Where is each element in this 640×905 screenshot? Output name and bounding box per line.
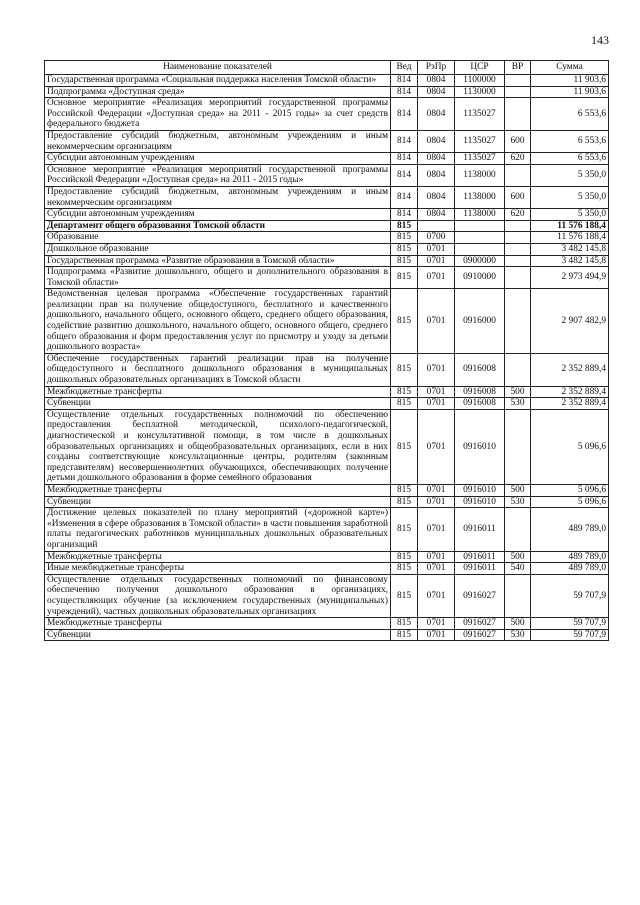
cell-vr: 620 — [505, 153, 531, 165]
cell-name: Субвенции — [45, 496, 391, 508]
cell-sum: 5 096,6 — [531, 409, 609, 484]
cell-vr — [505, 98, 531, 131]
cell-rzpr: 0701 — [418, 618, 455, 630]
cell-ved: 815 — [391, 563, 418, 575]
cell-name: Образование — [45, 232, 391, 244]
cell-rzpr: 0701 — [418, 243, 455, 255]
cell-name: Осуществление отдельных государственных полномочий по обеспечению предоставления бесплатной методической, психолого-педагогической, диагностической и консультативной помощи, в том числе в дошкольных образовательных организациях и общеобразовательных организациях, если в них созданы соответствующие консультационные центры, родителям (законным представителям) несовершеннолетних обучающихся, обеспечивающих получение детьми дошкольного образования в форме семейного образования — [45, 409, 391, 484]
header-sum: Сумма — [531, 61, 609, 75]
cell-ved: 815 — [391, 398, 418, 410]
cell-csr: 0916011 — [455, 508, 505, 551]
table-row — [45, 75, 609, 87]
page-number: 143 — [591, 33, 609, 47]
cell-vr: 540 — [505, 563, 531, 575]
cell-vr: 620 — [505, 209, 531, 221]
cell-vr: 500 — [505, 551, 531, 563]
cell-rzpr: 0804 — [418, 164, 455, 186]
cell-rzpr: 0701 — [418, 629, 455, 641]
cell-rzpr: 0700 — [418, 232, 455, 244]
cell-vr: 530 — [505, 398, 531, 410]
cell-sum: 5 096,6 — [531, 484, 609, 496]
cell-rzpr: 0701 — [418, 398, 455, 410]
cell-csr — [455, 243, 505, 255]
table-row — [45, 289, 609, 354]
cell-sum: 6 553,6 — [531, 98, 609, 131]
cell-sum: 489 789,0 — [531, 551, 609, 563]
cell-ved: 815 — [391, 353, 418, 386]
table-row — [45, 209, 609, 221]
cell-sum: 6 553,6 — [531, 153, 609, 165]
table-row — [45, 618, 609, 630]
table-row — [45, 551, 609, 563]
cell-vr — [505, 409, 531, 484]
cell-name: Межбюджетные трансферты — [45, 551, 391, 563]
cell-sum: 11 903,6 — [531, 75, 609, 87]
cell-rzpr — [418, 220, 455, 232]
cell-csr: 0916027 — [455, 629, 505, 641]
cell-vr — [505, 220, 531, 232]
cell-rzpr: 0701 — [418, 386, 455, 398]
cell-rzpr: 0701 — [418, 563, 455, 575]
table-row — [45, 220, 609, 232]
cell-ved: 815 — [391, 618, 418, 630]
cell-sum: 489 789,0 — [531, 563, 609, 575]
cell-csr: 1135027 — [455, 153, 505, 165]
cell-vr — [505, 353, 531, 386]
cell-name: Осуществление отдельных государственных полномочий по финансовому обеспечению получения дошкольного образования в организациях, осуществляющих обучение (за исключением государственных (муниципальных) учреждений), частных дошкольных образовательных организациях — [45, 574, 391, 617]
cell-name: Государственная программа «Развитие образования в Томской области» — [45, 255, 391, 267]
cell-rzpr: 0701 — [418, 353, 455, 386]
table-row — [45, 409, 609, 484]
cell-ved: 814 — [391, 86, 418, 98]
cell-csr: 1138000 — [455, 164, 505, 186]
cell-name: Межбюджетные трансферты — [45, 484, 391, 496]
cell-ved: 815 — [391, 574, 418, 617]
table-row — [45, 255, 609, 267]
cell-csr: 0910000 — [455, 267, 505, 289]
table-row — [45, 164, 609, 186]
cell-sum: 11 576 188,4 — [531, 220, 609, 232]
cell-ved: 814 — [391, 209, 418, 221]
cell-rzpr: 0804 — [418, 186, 455, 208]
cell-sum: 59 707,9 — [531, 629, 609, 641]
table-row — [45, 563, 609, 575]
cell-name: Подпрограмма «Развитие дошкольного, общего и дополнительного образования в Томской области» — [45, 267, 391, 289]
cell-csr: 1135027 — [455, 98, 505, 131]
cell-csr: 0916010 — [455, 484, 505, 496]
cell-vr — [505, 86, 531, 98]
cell-vr — [505, 289, 531, 354]
cell-name: Достижение целевых показателей по плану мероприятий («дорожной карте») «Изменения в сфере образования в Томской области» в части повышения заработной платы педагогических работников муниципальных дошкольных образовательных организаций — [45, 508, 391, 551]
cell-rzpr: 0701 — [418, 551, 455, 563]
cell-vr — [505, 574, 531, 617]
cell-rzpr: 0701 — [418, 255, 455, 267]
table-header-row — [45, 61, 609, 75]
cell-csr: 1130000 — [455, 86, 505, 98]
cell-csr: 0916000 — [455, 289, 505, 354]
cell-rzpr: 0804 — [418, 153, 455, 165]
cell-sum: 2 973 494,9 — [531, 267, 609, 289]
cell-vr — [505, 232, 531, 244]
cell-rzpr: 0701 — [418, 496, 455, 508]
table-row — [45, 484, 609, 496]
cell-ved: 815 — [391, 289, 418, 354]
cell-ved: 815 — [391, 267, 418, 289]
table-row — [45, 153, 609, 165]
cell-vr: 500 — [505, 618, 531, 630]
cell-rzpr: 0701 — [418, 508, 455, 551]
cell-rzpr: 0804 — [418, 75, 455, 87]
cell-ved: 815 — [391, 255, 418, 267]
header-name: Наименование показателей — [45, 61, 391, 75]
cell-csr: 0916027 — [455, 618, 505, 630]
cell-csr: 0916008 — [455, 353, 505, 386]
cell-vr — [505, 255, 531, 267]
table-row — [45, 574, 609, 617]
cell-ved: 814 — [391, 153, 418, 165]
cell-sum: 5 350,0 — [531, 186, 609, 208]
cell-name: Межбюджетные трансферты — [45, 618, 391, 630]
cell-rzpr: 0804 — [418, 98, 455, 131]
cell-name: Ведомственная целевая программа «Обеспечение государственных гарантий реализации прав на получение общедоступного, бесплатного и качественного дошкольного, начального общего, основного общего, среднего общего образования, содействие развитию дошкольного, начального общего, основного общего, среднего общего образования и форм предоставления услуг по присмотру и уходу за детьми дошкольного возраста» — [45, 289, 391, 354]
table-row — [45, 496, 609, 508]
table-row — [45, 508, 609, 551]
cell-sum: 3 482 145,8 — [531, 255, 609, 267]
cell-vr — [505, 164, 531, 186]
cell-rzpr: 0804 — [418, 130, 455, 152]
cell-ved: 815 — [391, 386, 418, 398]
cell-sum: 6 553,6 — [531, 130, 609, 152]
cell-name: Государственная программа «Социальная поддержка населения Томской области» — [45, 75, 391, 87]
cell-name: Субвенции — [45, 629, 391, 641]
cell-vr — [505, 75, 531, 87]
cell-vr — [505, 243, 531, 255]
cell-name: Обеспечение государственных гарантий реализации прав на получение общедоступного и бесплатного дошкольного образования в муниципальных дошкольных образовательных организациях в Томской области — [45, 353, 391, 386]
cell-csr: 1135027 — [455, 130, 505, 152]
table-row — [45, 243, 609, 255]
cell-vr: 600 — [505, 130, 531, 152]
cell-sum: 2 352 889,4 — [531, 398, 609, 410]
budget-table — [44, 60, 609, 641]
cell-sum: 5 350,0 — [531, 209, 609, 221]
cell-rzpr: 0701 — [418, 484, 455, 496]
cell-csr: 0916027 — [455, 574, 505, 617]
cell-name: Основное мероприятие «Реализация мероприятий государственной программы Российской Федерации «Доступная среда» на 2011 - 2015 годы» за счет средств федерального бюджета — [45, 98, 391, 131]
cell-name: Субвенции — [45, 398, 391, 410]
cell-sum: 5 096,6 — [531, 496, 609, 508]
cell-name: Подпрограмма «Доступная среда» — [45, 86, 391, 98]
cell-ved: 815 — [391, 484, 418, 496]
table-row — [45, 353, 609, 386]
cell-name: Предоставление субсидий бюджетным, автономным учреждениям и иным некоммерческим организациям — [45, 186, 391, 208]
cell-ved: 814 — [391, 98, 418, 131]
cell-vr: 530 — [505, 496, 531, 508]
cell-csr: 0916010 — [455, 409, 505, 484]
cell-name: Иные межбюджетные трансферты — [45, 563, 391, 575]
cell-csr: 0916010 — [455, 496, 505, 508]
cell-csr: 0916011 — [455, 551, 505, 563]
cell-csr: 0916008 — [455, 386, 505, 398]
cell-sum: 11 903,6 — [531, 86, 609, 98]
cell-ved: 814 — [391, 130, 418, 152]
cell-sum: 2 352 889,4 — [531, 386, 609, 398]
cell-sum: 11 576 188,4 — [531, 232, 609, 244]
cell-ved: 815 — [391, 551, 418, 563]
table-row — [45, 186, 609, 208]
table-row — [45, 86, 609, 98]
table-row — [45, 629, 609, 641]
cell-vr: 530 — [505, 629, 531, 641]
table-row — [45, 232, 609, 244]
cell-name: Департамент общего образования Томской области — [45, 220, 391, 232]
table-row — [45, 386, 609, 398]
cell-sum: 59 707,9 — [531, 574, 609, 617]
table-row — [45, 398, 609, 410]
cell-sum: 2 907 482,9 — [531, 289, 609, 354]
cell-ved: 814 — [391, 186, 418, 208]
cell-rzpr: 0701 — [418, 267, 455, 289]
cell-ved: 815 — [391, 508, 418, 551]
cell-rzpr: 0804 — [418, 209, 455, 221]
header-rzpr: РзПр — [418, 61, 455, 75]
cell-sum: 59 707,9 — [531, 618, 609, 630]
cell-ved: 815 — [391, 220, 418, 232]
cell-csr: 0916011 — [455, 563, 505, 575]
cell-ved: 815 — [391, 629, 418, 641]
cell-csr — [455, 220, 505, 232]
cell-csr — [455, 232, 505, 244]
cell-vr: 600 — [505, 186, 531, 208]
table-row — [45, 267, 609, 289]
cell-name: Дошкольное образование — [45, 243, 391, 255]
cell-ved: 814 — [391, 164, 418, 186]
cell-vr: 500 — [505, 386, 531, 398]
cell-csr: 0900000 — [455, 255, 505, 267]
cell-ved: 815 — [391, 409, 418, 484]
header-ved: Вед — [391, 61, 418, 75]
cell-sum: 489 789,0 — [531, 508, 609, 551]
cell-name: Предоставление субсидий бюджетным, автономным учреждениям и иным некоммерческим организациям — [45, 130, 391, 152]
cell-ved: 815 — [391, 496, 418, 508]
cell-ved: 815 — [391, 232, 418, 244]
cell-csr: 1138000 — [455, 186, 505, 208]
cell-sum: 5 350,0 — [531, 164, 609, 186]
cell-csr: 0916008 — [455, 398, 505, 410]
cell-rzpr: 0701 — [418, 409, 455, 484]
cell-vr — [505, 267, 531, 289]
cell-name: Субсидии автономным учреждениям — [45, 209, 391, 221]
cell-csr: 1138000 — [455, 209, 505, 221]
cell-rzpr: 0804 — [418, 86, 455, 98]
cell-rzpr: 0701 — [418, 574, 455, 617]
cell-sum: 2 352 889,4 — [531, 353, 609, 386]
table-row — [45, 98, 609, 131]
cell-sum: 3 482 145,8 — [531, 243, 609, 255]
cell-csr: 1100000 — [455, 75, 505, 87]
header-csr: ЦСР — [455, 61, 505, 75]
header-vr: ВР — [505, 61, 531, 75]
cell-name: Субсидии автономным учреждениям — [45, 153, 391, 165]
cell-rzpr: 0701 — [418, 289, 455, 354]
table-row — [45, 130, 609, 152]
cell-name: Межбюджетные трансферты — [45, 386, 391, 398]
cell-vr — [505, 508, 531, 551]
cell-ved: 815 — [391, 243, 418, 255]
cell-name: Основное мероприятие «Реализация мероприятий государственной программы Российской Федерации «Доступная среда» на 2011 - 2015 годы» — [45, 164, 391, 186]
cell-vr: 500 — [505, 484, 531, 496]
cell-ved: 814 — [391, 75, 418, 87]
